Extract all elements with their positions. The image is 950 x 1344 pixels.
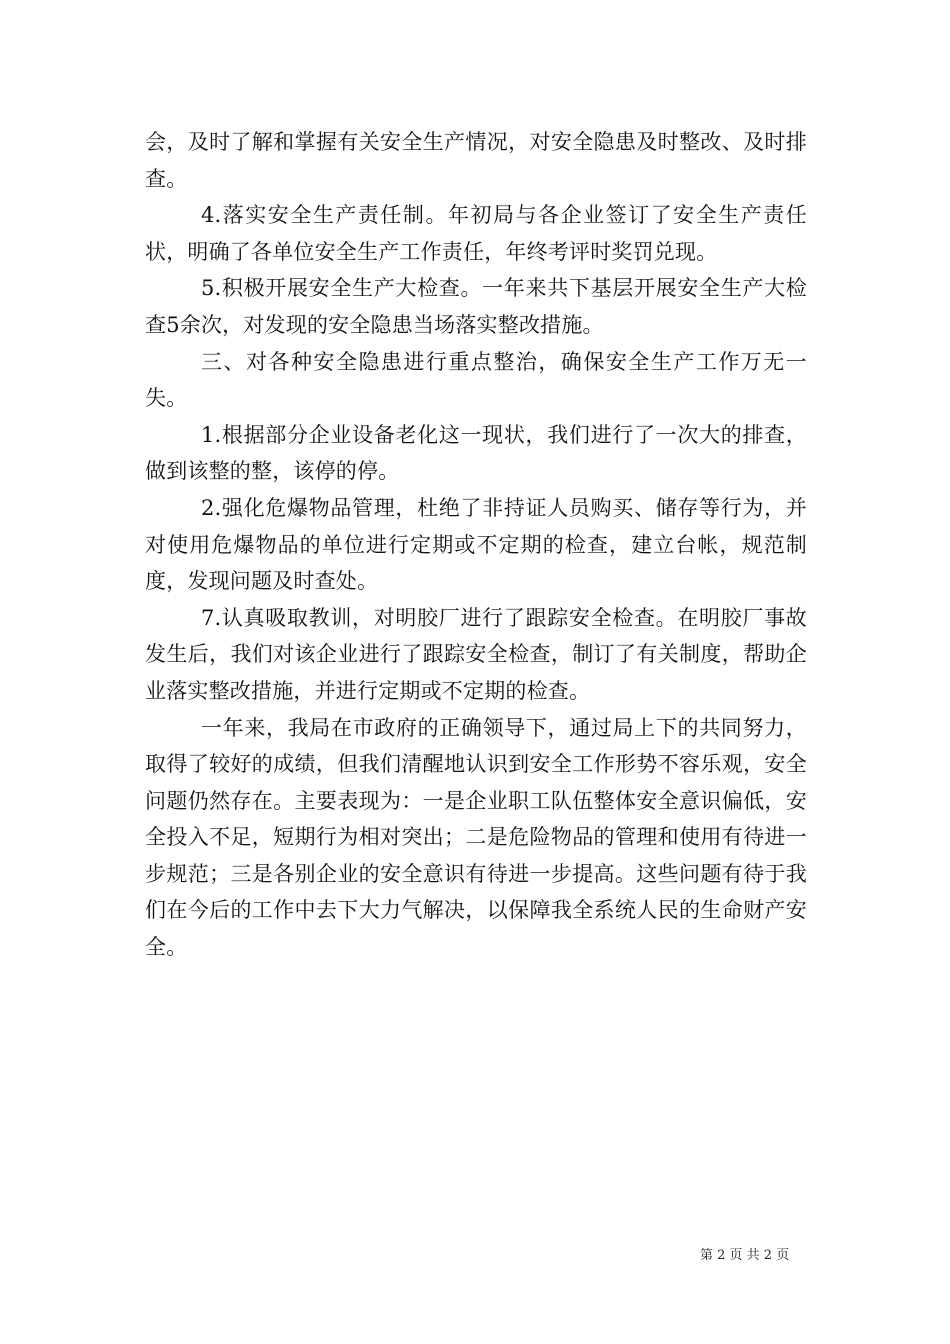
paragraph-item-5: 5.积极开展安全生产大检查。一年来共下基层开展安全生产大检查5余次，对发现的安全隐患当场落实整改措施。: [145, 276, 807, 337]
page-number-footer: 第 2 页 共 2 页: [700, 1248, 790, 1263]
paragraph-item-4: 4.落实安全生产责任制。年初局与各企业签订了安全生产责任状，明确了各单位安全生产工作责任，年终考评时奖罚兑现。: [145, 203, 807, 264]
section-heading-3: 三、对各种安全隐患进行重点整治，确保安全生产工作万无一失。: [145, 349, 807, 411]
document-body: [145, 124, 807, 966]
paragraph-item-7: 7.认真吸取教训，对明胶厂进行了跟踪安全检查。在明胶厂事故发生后，我们对该企业进行了跟踪安全检查，制订了有关制度，帮助企业落实整改措施，并进行定期或不定期的检查。: [145, 605, 807, 703]
paragraph-summary: 一年来，我局在市政府的正确领导下，通过局上下的共同努力，取得了较好的成绩，但我们清醒地认识到安全工作形势不容乐观，安全问题仍然存在。主要表现为：一是企业职工队伍整体安全意识偏低，安全投入不足，短期行为相对突出；二是危险物品的管理和使用有待进一步规范；三是各别企业的安全意识有待进一步提高。这些问题有待于我们在今后的工作中去下大力气解决，以保障我全系统人民的生命财产安全。: [145, 715, 807, 960]
paragraph-continuation: 会，及时了解和掌握有关安全生产情况，对安全隐患及时整改、及时排查。: [145, 130, 807, 191]
paragraph-item-2: 2.强化危爆物品管理，杜绝了非持证人员购买、储存等行为，并对使用危爆物品的单位进行定期或不定期的检查，建立台帐，规范制度，发现问题及时查处。: [145, 495, 807, 594]
paragraph-item-1: 1.根据部分企业设备老化这一现状，我们进行了一次大的排查，做到该整的整，该停的停。: [145, 422, 807, 484]
